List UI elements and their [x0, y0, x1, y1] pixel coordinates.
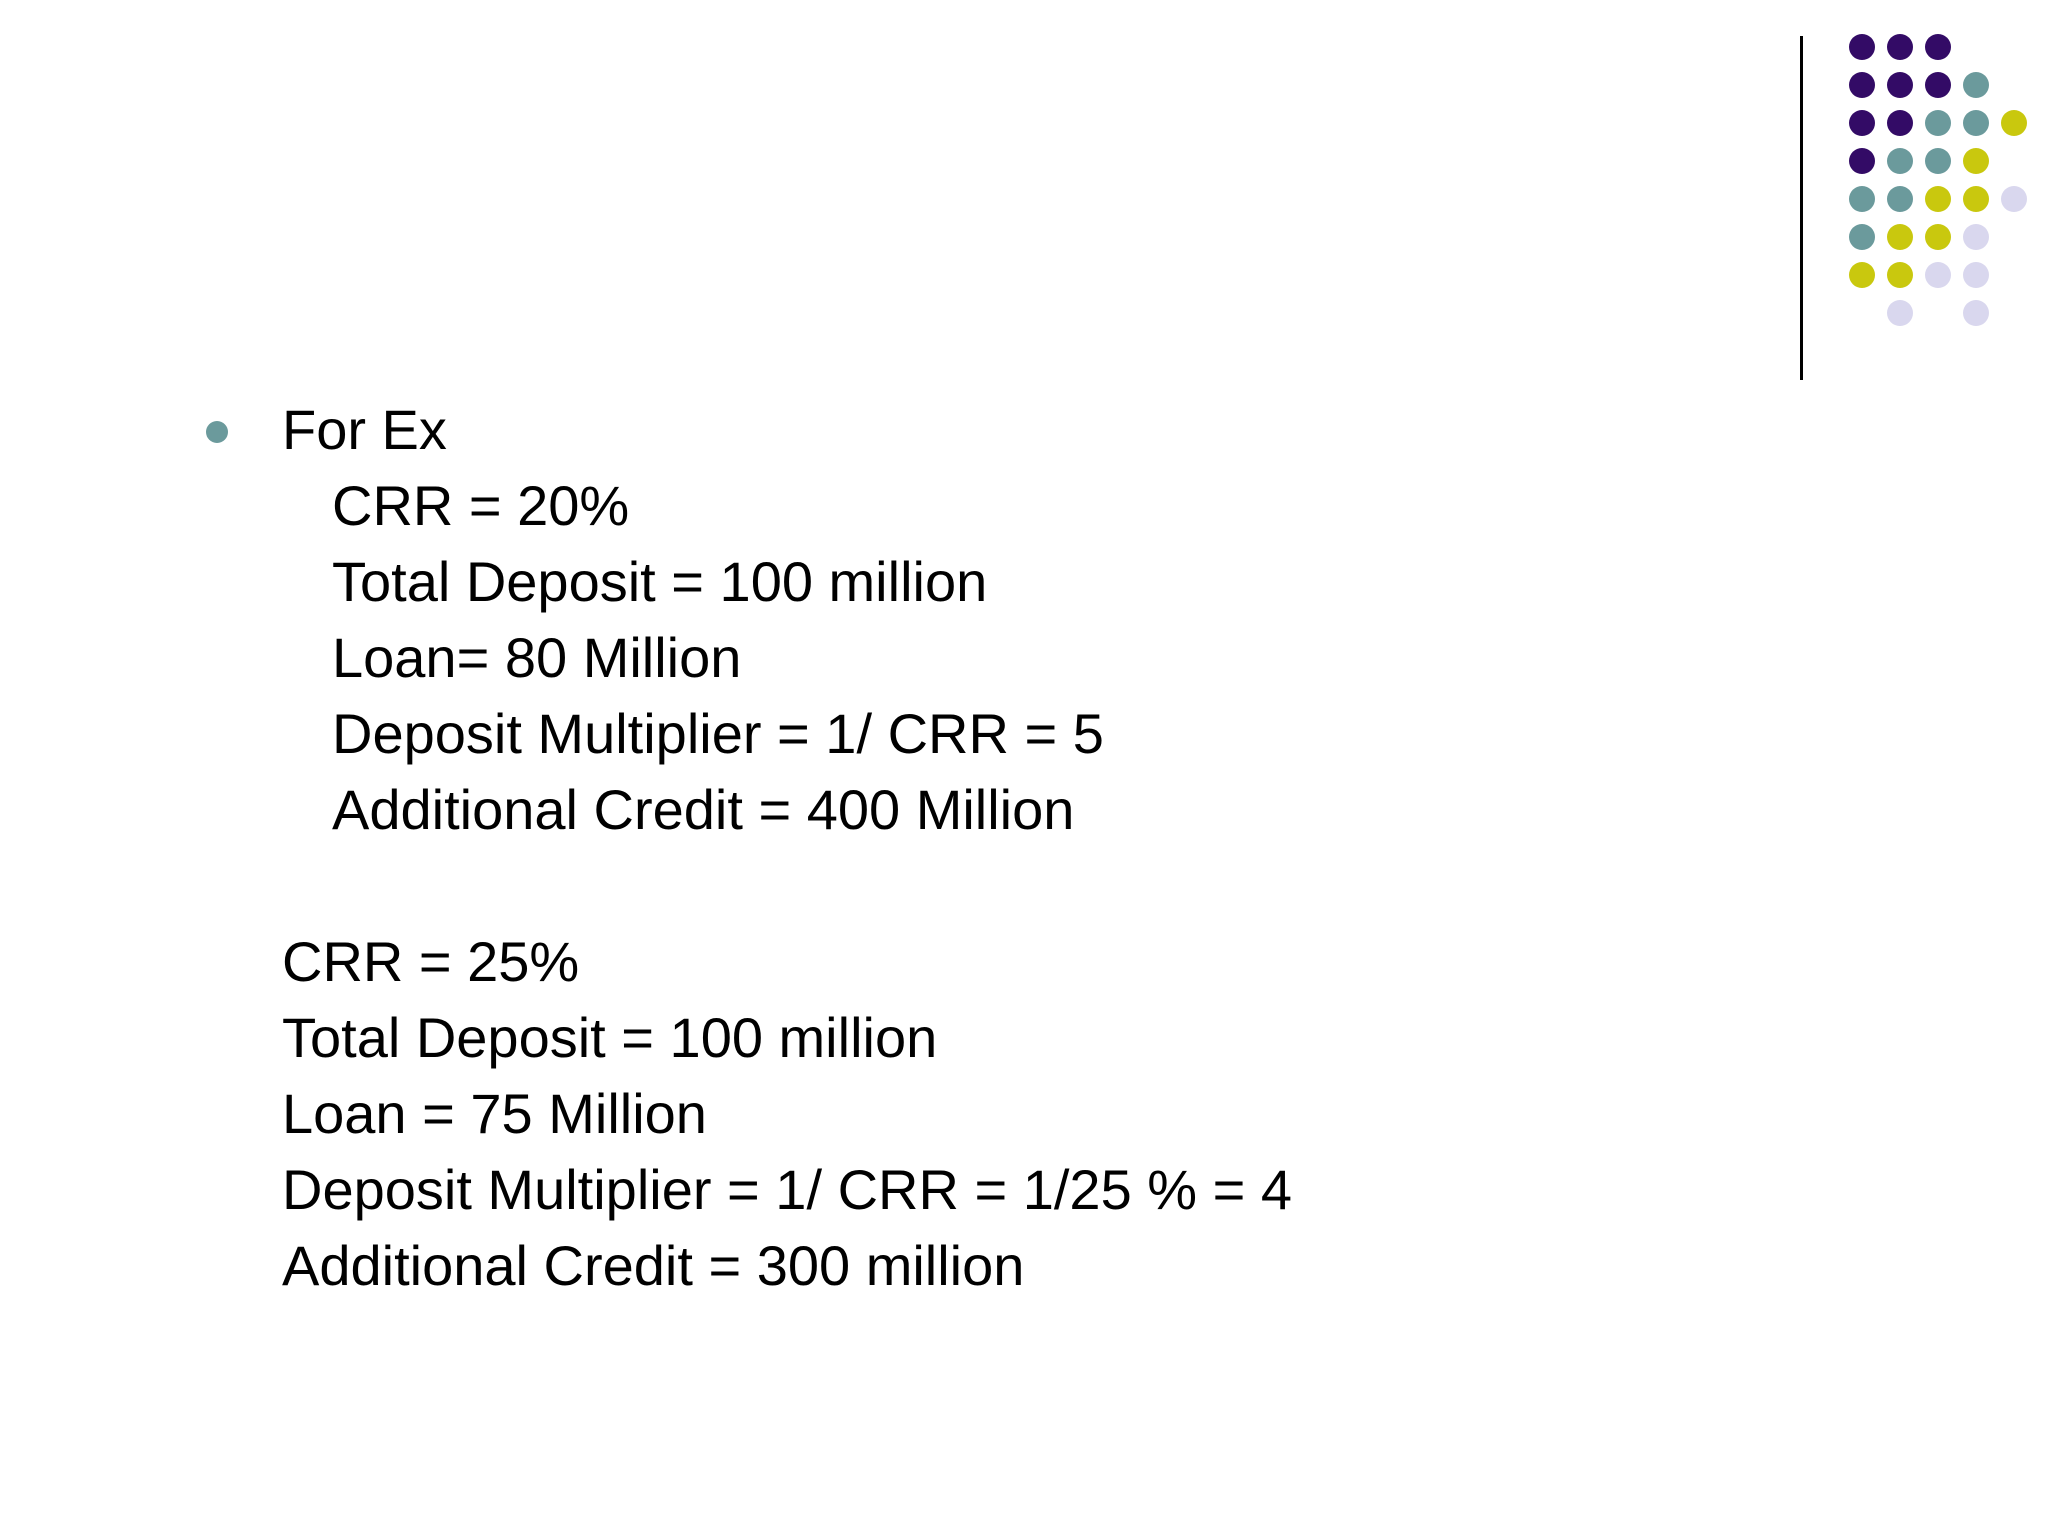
- decorative-dot-icon: [1887, 34, 1913, 60]
- decorative-dot-icon: [1887, 224, 1913, 250]
- decorative-dot-icon: [1887, 186, 1913, 212]
- bullet-dot-icon: [206, 421, 228, 443]
- example1-line-5: Additional Credit = 400 Million: [332, 778, 1075, 841]
- decorative-dot-icon: [2001, 186, 2027, 212]
- decorative-dot-icon: [1849, 148, 1875, 174]
- decorative-dot-icon: [1887, 148, 1913, 174]
- decorative-dot-icon: [1963, 72, 1989, 98]
- decorative-dot-icon: [1849, 110, 1875, 136]
- example1-line-2: Total Deposit = 100 million: [332, 550, 988, 613]
- example2-line-3: Loan = 75 Million: [282, 1082, 707, 1145]
- decorative-dot-icon: [1925, 34, 1951, 60]
- decorative-dot-icon: [1849, 34, 1875, 60]
- example1-line-4: Deposit Multiplier = 1/ CRR = 5: [332, 702, 1104, 765]
- decorative-dot-icon: [1887, 110, 1913, 136]
- decorative-dot-icon: [1849, 72, 1875, 98]
- example2-line-1: CRR = 25%: [282, 930, 580, 993]
- decorative-dot-icon: [1963, 224, 1989, 250]
- decorative-dot-icon: [1849, 186, 1875, 212]
- decorative-dot-icon: [1887, 262, 1913, 288]
- decorative-dot-icon: [1925, 224, 1951, 250]
- example2-line-5: Additional Credit = 300 million: [282, 1234, 1025, 1297]
- decorative-dot-grid: [0, 0, 2048, 400]
- example2-line-4: Deposit Multiplier = 1/ CRR = 1/25 % = 4: [282, 1158, 1293, 1221]
- decorative-dot-icon: [1925, 72, 1951, 98]
- decorative-dot-icon: [1963, 262, 1989, 288]
- example2-line-2: Total Deposit = 100 million: [282, 1006, 938, 1069]
- decorative-dot-icon: [1963, 110, 1989, 136]
- decorative-dot-icon: [1925, 148, 1951, 174]
- decorative-dot-icon: [1925, 110, 1951, 136]
- decorative-dot-icon: [1925, 186, 1951, 212]
- decorative-dot-icon: [1963, 186, 1989, 212]
- decorative-dot-icon: [1849, 262, 1875, 288]
- decorative-dot-icon: [1925, 262, 1951, 288]
- decorative-dot-icon: [1849, 224, 1875, 250]
- bullet-title: For Ex: [282, 398, 447, 461]
- decorative-dot-icon: [1887, 72, 1913, 98]
- decorative-dot-icon: [2001, 110, 2027, 136]
- vertical-divider: [1800, 36, 1803, 380]
- decorative-dot-icon: [1963, 148, 1989, 174]
- example1-line-3: Loan= 80 Million: [332, 626, 742, 689]
- decorative-dot-icon: [1887, 300, 1913, 326]
- decorative-dot-icon: [1963, 300, 1989, 326]
- example1-line-1: CRR = 20%: [332, 474, 630, 537]
